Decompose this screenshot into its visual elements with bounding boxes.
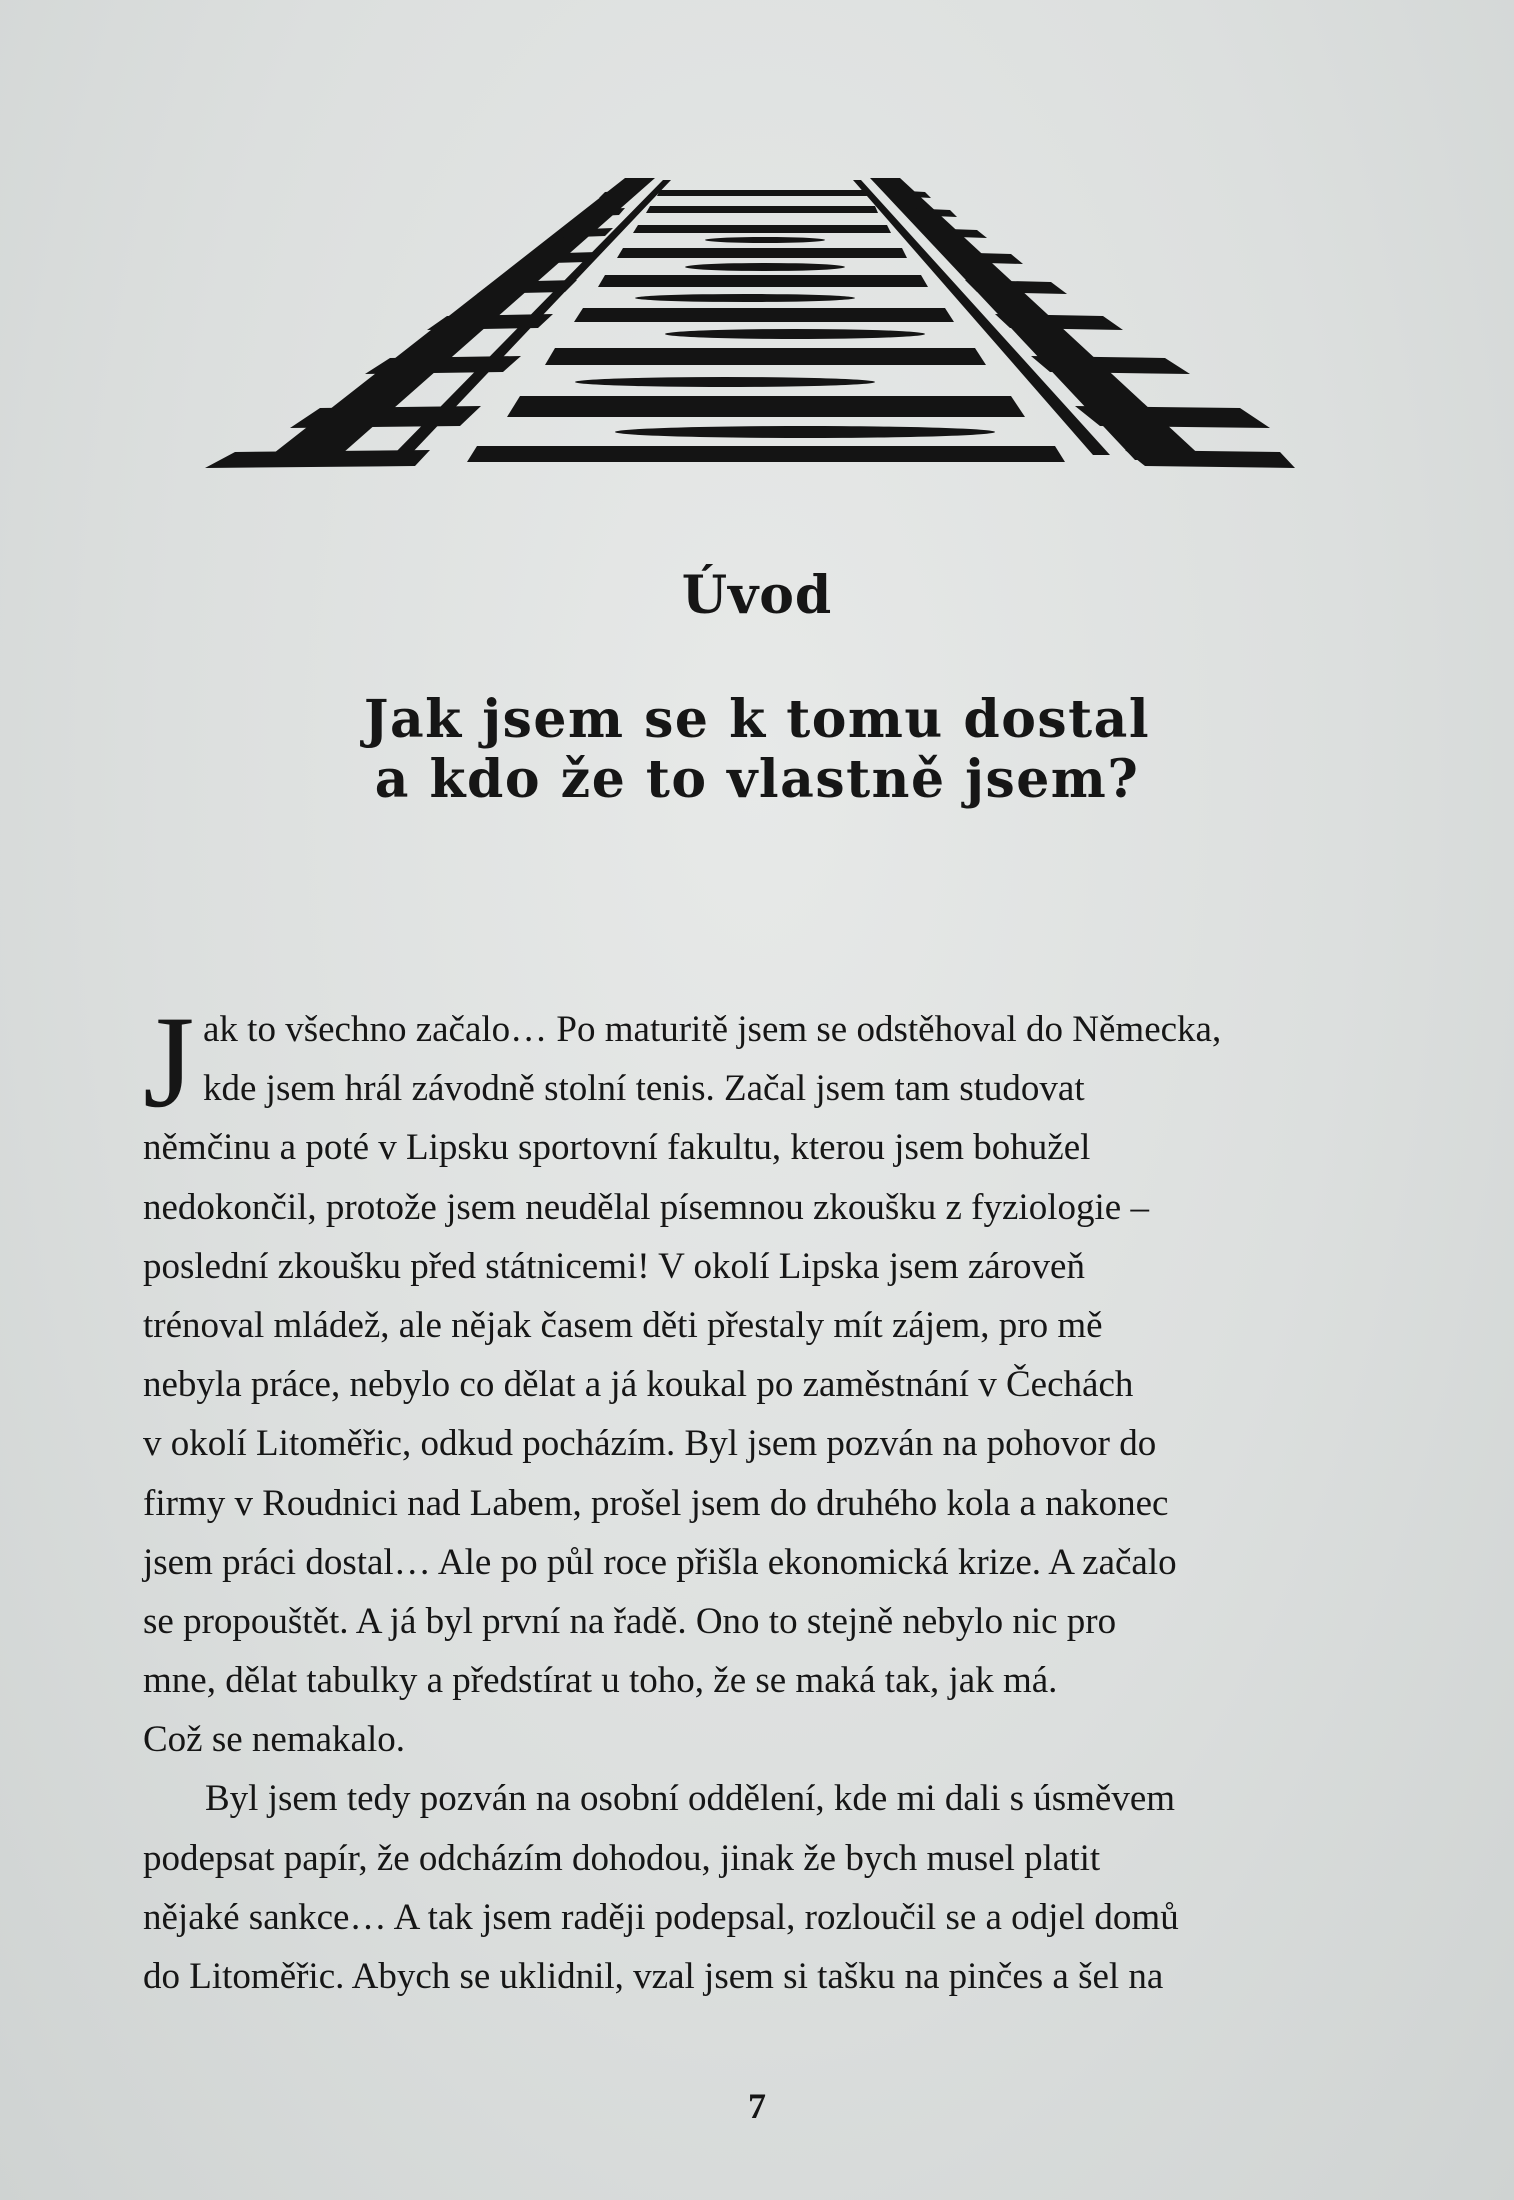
drop-cap: J: [143, 988, 195, 1135]
text-line: němčinu a poté v Lipsku sportovní fakultu, kterou jsem bohužel: [143, 1127, 1091, 1169]
page-number: 7: [748, 2086, 766, 2126]
text-line: nedokončil, protože jsem neudělal písemnou zkoušku z fyziologie –: [143, 1186, 1149, 1228]
text-line: jsem práci dostal… Ale po půl roce přišla ekonomická krize. A začalo: [143, 1541, 1177, 1583]
text-line: poslední zkoušku před státnicemi! V okolí Lipska jsem zároveň: [143, 1245, 1085, 1287]
text-line: do Litoměřic. Abych se uklidnil, vzal jsem si tašku na pinčes a šel na: [143, 1956, 1164, 1997]
chapter-title-line-1: Jak jsem se k tomu dostal: [363, 689, 1151, 750]
body-text: [143, 988, 1353, 2006]
text-line: Což se nemakalo.: [143, 1719, 405, 1761]
text-line: se propouštět. A já byl první na řadě. Ono to stejně nebylo nic pro: [143, 1600, 1117, 1642]
paragraph-1: [143, 988, 1353, 1769]
text-line: v okolí Litoměřic, odkud pocházím. Byl jsem pozván na pohovor do: [143, 1423, 1157, 1465]
text-line: ak to všechno začalo… Po maturitě jsem se odstěhoval do Německa,: [203, 1009, 1222, 1050]
text-line: kde jsem hrál závodně stolní tenis. Začal jsem tam studovat: [203, 1068, 1085, 1110]
chapter-title-line-2: a kdo že to vlastně jsem?: [374, 749, 1140, 810]
chapter-label: Úvod: [681, 565, 833, 626]
text-line: Byl jsem tedy pozván na osobní oddělení, kde mi dali s úsměvem: [205, 1778, 1176, 1820]
text-line: nebyla práce, nebylo co dělat a já koukal po zaměstnání v Čechách: [143, 1364, 1134, 1406]
railway-tracks-icon: [205, 170, 1295, 470]
text-line: firmy v Roudnici nad Labem, prošel jsem do druhého kola a nakonec: [143, 1482, 1169, 1524]
text-line: nějaké sankce… A tak jsem raději podepsal, rozloučil se a odjel domů: [143, 1896, 1179, 1938]
text-line: trénoval mládež, ale nějak časem děti přestaly mít zájem, pro mě: [143, 1304, 1103, 1346]
text-line: podepsat papír, že odcházím dohodou, jinak že bych musel platit: [143, 1837, 1101, 1879]
chapter-title: [0, 690, 1514, 810]
paragraph-2: [143, 1769, 1353, 2006]
text-line: mne, dělat tabulky a předstírat u toho, že se maká tak, jak má.: [143, 1660, 1058, 1702]
